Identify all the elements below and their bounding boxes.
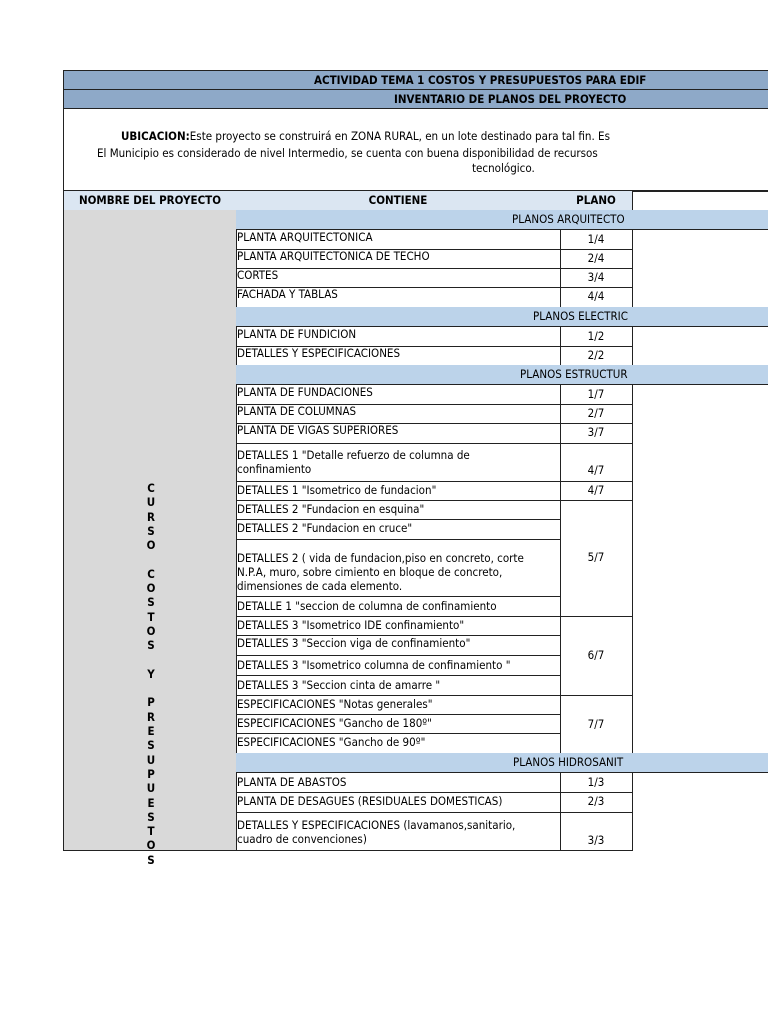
plan-number: 3/7 [587,425,605,439]
plan-number: 4/7 [587,483,605,497]
project-name-letter: O [146,581,156,596]
table-row-name: DETALLES 3 "Isometrico columna de confinamiento " [236,655,561,676]
project-name-letter: E [147,795,155,810]
table-row-name: DETALLES 2 "Fundacion en cruce" [236,519,561,540]
plan-number: 1/2 [587,329,605,343]
project-name-letter: T [147,824,155,839]
plan-number: 6/7 [587,648,605,662]
project-name-letter: O [146,838,156,853]
table-row-plan-merged [560,500,633,617]
plan-number: 2/2 [587,348,605,362]
plan-number: 4/7 [587,463,605,477]
table-row-name: DETALLES 3 "Isometrico IDE confinamiento" [236,616,561,636]
project-name-letter: T [147,609,155,624]
project-name-letter: S [147,852,155,867]
table-row-name: DETALLES 3 "Seccion viga de confinamiento" [236,635,561,656]
plan-number: 2/7 [587,406,605,420]
title-bar [63,70,768,90]
project-name-letter: R [147,709,155,724]
table-row-plan [560,812,633,851]
project-name-letter: S [147,595,155,610]
table-row-name: FACHADA Y TABLAS [236,287,561,308]
project-name-letter: S [147,523,155,538]
intro-line-3: tecnológico. [472,161,535,175]
project-name-letter: R [147,509,155,524]
table-row-name: DETALLES 2 ( vida de fundacion,piso en concreto, corte N.P.A, muro, sobre cimiento en bloque de concreto, dimensiones de cada elemento. [236,539,561,597]
table-row-name: DETALLES 3 "Seccion cinta de amarre " [236,675,561,696]
table-row-name: ESPECIFICACIONES "Notas generales" [236,695,561,715]
intro-line-2: El Municipio es considerado de nivel Intermedio, se cuenta con buena disponibilidad de recursos [97,146,598,160]
document-title: ACTIVIDAD TEMA 1 COSTOS Y PRESUPUESTOS PARA EDIF [314,73,647,87]
table-row-plan [560,773,633,793]
header-contains: CONTIENE [236,191,561,211]
table-row-name: ESPECIFICACIONES "Gancho de 180º" [236,714,561,734]
project-name-letter: S [147,738,155,753]
project-name-letter [144,552,158,566]
table-row-name: DETALLES Y ESPECIFICACIONES (lavamanos,sanitario, cuadro de convenciones) [236,812,561,851]
project-name-letter [144,681,158,695]
table-row-plan [560,792,633,813]
project-name-letter: S [147,638,155,653]
section-header-hidrosanitarios [236,753,768,773]
project-name-letter: Y [147,666,155,681]
plan-number: 3/3 [587,833,605,847]
plan-number: 2/3 [587,794,605,808]
project-name-cell [63,210,237,867]
table-row-name: ESPECIFICACIONES "Gancho de 90º" [236,733,561,754]
plan-number: 7/7 [587,717,605,731]
section-header-estructurales [236,365,768,385]
table-row-name: PLANTA ARQUITECTONICA [236,230,561,250]
intro-block [63,109,768,191]
table-row-plan [560,346,633,366]
table-row-plan [560,268,633,288]
plan-number: 1/4 [587,232,605,246]
project-name-letter: O [146,538,156,553]
plan-number: 3/4 [587,270,605,284]
intro-line-1 [121,129,610,143]
plans-table [63,191,768,867]
table-row-name: PLANTA DE ABASTOS [236,773,561,793]
section-header-electricos [236,307,768,327]
project-name-letter [144,653,158,667]
project-name-letter: U [146,495,156,510]
plan-number: 4/4 [587,289,605,303]
intro-location-text: Este proyecto se construirá en ZONA RURAL, en un lote destinado para tal fin. Es [189,129,610,143]
table-row-name: PLANTA DE FUNDICION [236,327,561,347]
table-row-name: DETALLES 1 "Isometrico de fundacion" [236,481,561,501]
section-title: PLANOS ARQUITECTO [512,212,625,226]
project-name-letter: U [146,781,156,796]
section-title: PLANOS ELECTRIC [533,309,628,323]
table-row-plan [560,287,633,308]
project-name-letter: C [147,566,155,581]
table-row-plan [560,443,633,482]
plan-number: 1/7 [587,387,605,401]
table-row-name: DETALLES Y ESPECIFICACIONES [236,346,561,366]
project-name-letter: P [147,766,155,781]
table-row-name: CORTES [236,268,561,288]
plan-number: 2/4 [587,251,605,265]
table-row-name: PLANTA DE COLUMNAS [236,404,561,424]
subtitle-bar [63,89,768,109]
project-name-letter: C [147,481,155,495]
header-project-name: NOMBRE DEL PROYECTO [63,191,237,211]
table-row-plan-merged [560,695,633,754]
project-name-letter: P [147,695,155,710]
section-title: PLANOS ESTRUCTUR [520,367,628,381]
table-row-plan [560,230,633,250]
table-row-plan [560,327,633,347]
table-row-name: DETALLE 1 "seccion de columna de confinamiento [236,596,561,617]
project-name-letter: S [147,809,155,824]
section-title: PLANOS HIDROSANIT [513,755,624,769]
plan-number: 5/7 [587,550,605,564]
table-row-name: DETALLES 2 "Fundacion en esquina" [236,500,561,520]
table-row-name: PLANTA ARQUITECTONICA DE TECHO [236,249,561,269]
document-subtitle: INVENTARIO DE PLANOS DEL PROYECTO [394,92,627,106]
section-header-arquitectonicos [236,210,768,230]
table-row-plan [560,481,633,501]
project-name-letter: U [146,752,156,767]
table-row-plan-merged [560,616,633,696]
table-row-plan [560,385,633,405]
intro-location-label: UBICACION: [121,129,190,143]
project-name-vertical-text [144,481,158,867]
table-row-name: PLANTA DE DESAGUES (RESIDUALES DOMESTICAS) [236,792,561,813]
project-name-letter: E [147,724,155,739]
table-row-plan [560,423,633,444]
table-row-plan [560,404,633,424]
table-row-name: PLANTA DE FUNDACIONES [236,385,561,405]
table-row-name: PLANTA DE VIGAS SUPERIORES [236,423,561,444]
table-row-plan [560,249,633,269]
plan-number: 1/3 [587,775,605,789]
project-name-letter: O [146,623,156,638]
table-row-name: DETALLES 1 "Detalle refuerzo de columna de confinamiento [236,443,561,482]
header-plan: PLANO [560,191,633,211]
